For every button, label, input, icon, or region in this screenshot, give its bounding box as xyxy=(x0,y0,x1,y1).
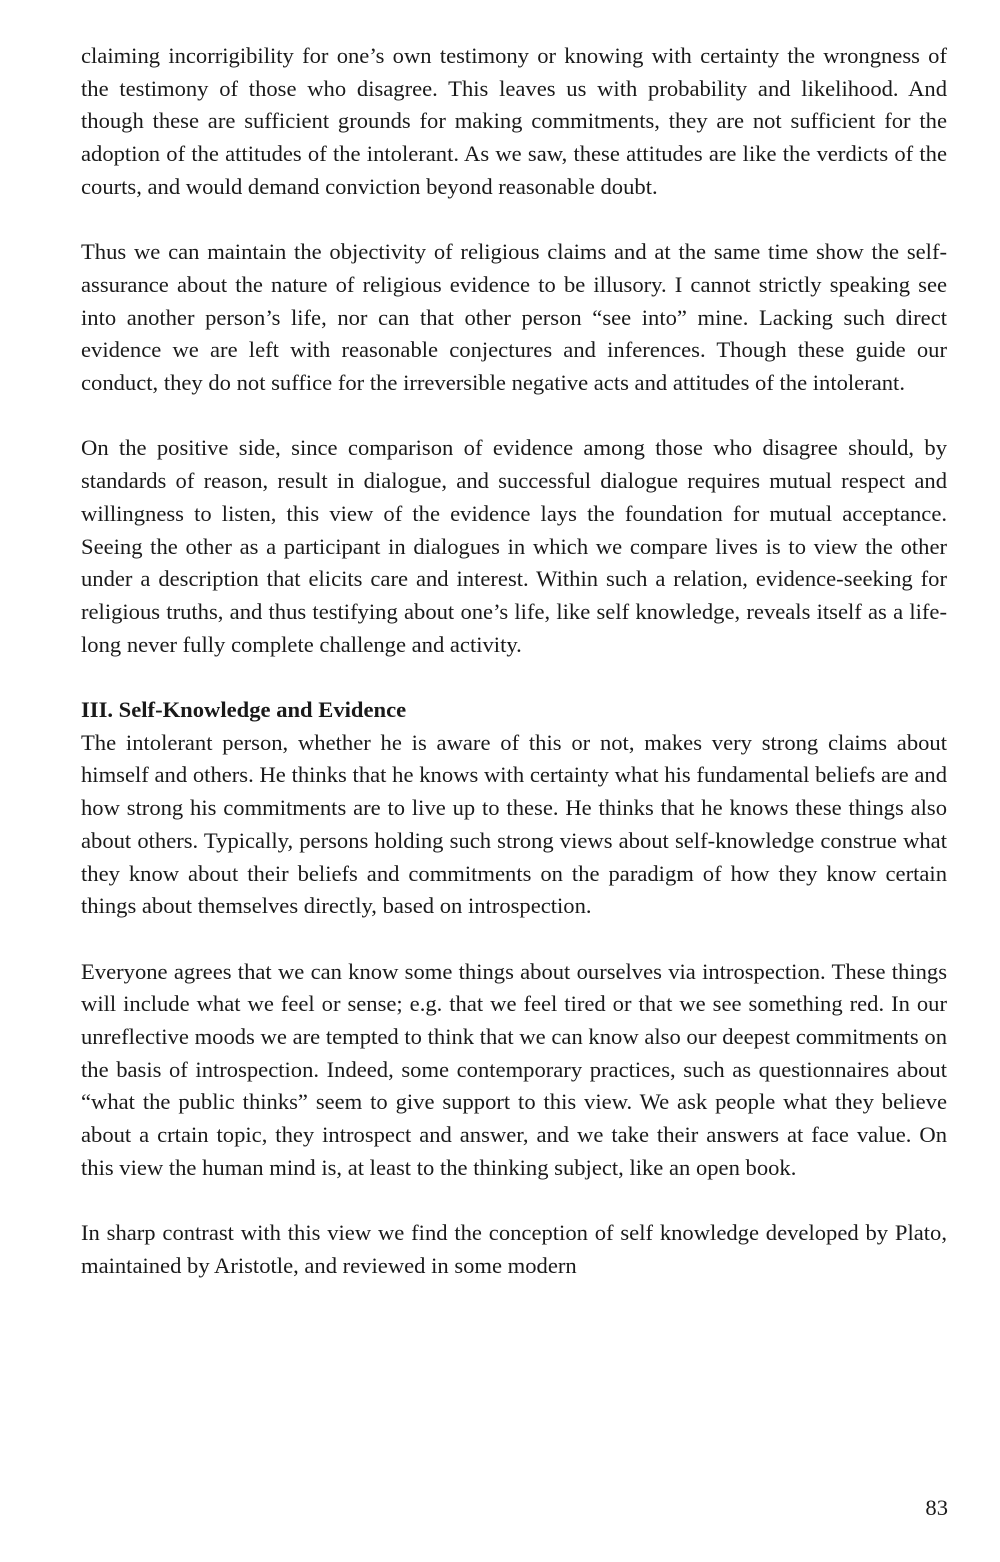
paragraph-objectivity: Thus we can maintain the objectivity of religious claims and at the same time show the self-assurance about the nature of religious evidence to be illusory. I cannot strictly speaking see into another person’s life, nor can that other person “see into” mine. Lacking such direct evidence we are left with reasonable conjectures and inferences. Though these guide our conduct, they do not suffice for the irreversible negative acts and attitudes of the intolerant. xyxy=(81,239,947,396)
paragraph-intolerant-person: The intolerant person, whether he is aware of this or not, makes very strong claims about himself and others. He thinks that he knows with certainty what his fundamental beliefs are and how strong his commitments are to live up to these. He thinks that he knows these things also about others. Typically, persons holding such strong views about self-knowledge construe what they know about their beliefs and commitments on the paradigm of how they know certain things about themselves directly, based on introspection. xyxy=(81,729,947,919)
page-body xyxy=(81,40,947,1283)
section-heading: III. Self-Knowledge and Evidence xyxy=(81,697,407,723)
page-number: 83 xyxy=(925,1495,948,1520)
paragraph-positive-side: On the positive side, since comparison of evidence among those who disagree should, by standards of reason, result in dialogue, and successful dialogue requires mutual respect and willingness to listen, this view of the evidence lays the foundation for mutual acceptance. Seeing the other as a participant in dialogues in which we compare lives is to view the other under a description that elicits care and interest. Within such a relation, evidence-seeking for religious truths, and thus testifying about one’s life, like self knowledge, reveals itself as a life-long never fully complete challenge and activity. xyxy=(81,435,947,657)
paragraph-introspection: Everyone agrees that we can know some things about ourselves via introspection. These things will include what we feel or sense; e.g. that we feel tired or that we see something red. In our unreflective moods we are tempted to think that we can know also our deepest commitments on the basis of introspection. Indeed, some contemporary practices, such as questionnaires about “what the public thinks” seem to give support to this view. We ask people what they believe about a crtain topic, they introspect and answer, and we take their answers at face value. On this view the human mind is, at least to the thinking subject, like an open book. xyxy=(81,958,947,1180)
paragraph-continuation: claiming incorrigibility for one’s own testimony or knowing with certainty the wrongness of the testimony of those who disagree. This leaves us with probability and likelihood. And though these are sufficient grounds for making commitments, they are not sufficient for the adoption of the attitudes of the intolerant. As we saw, these attitudes are like the verdicts of the courts, and would demand conviction beyond reasonable doubt. xyxy=(81,43,947,199)
paragraph-sharp-contrast: In sharp contrast with this view we find the conception of self knowledge developed by Plato, maintained by Aristotle, and reviewed in some modern xyxy=(81,1220,947,1278)
